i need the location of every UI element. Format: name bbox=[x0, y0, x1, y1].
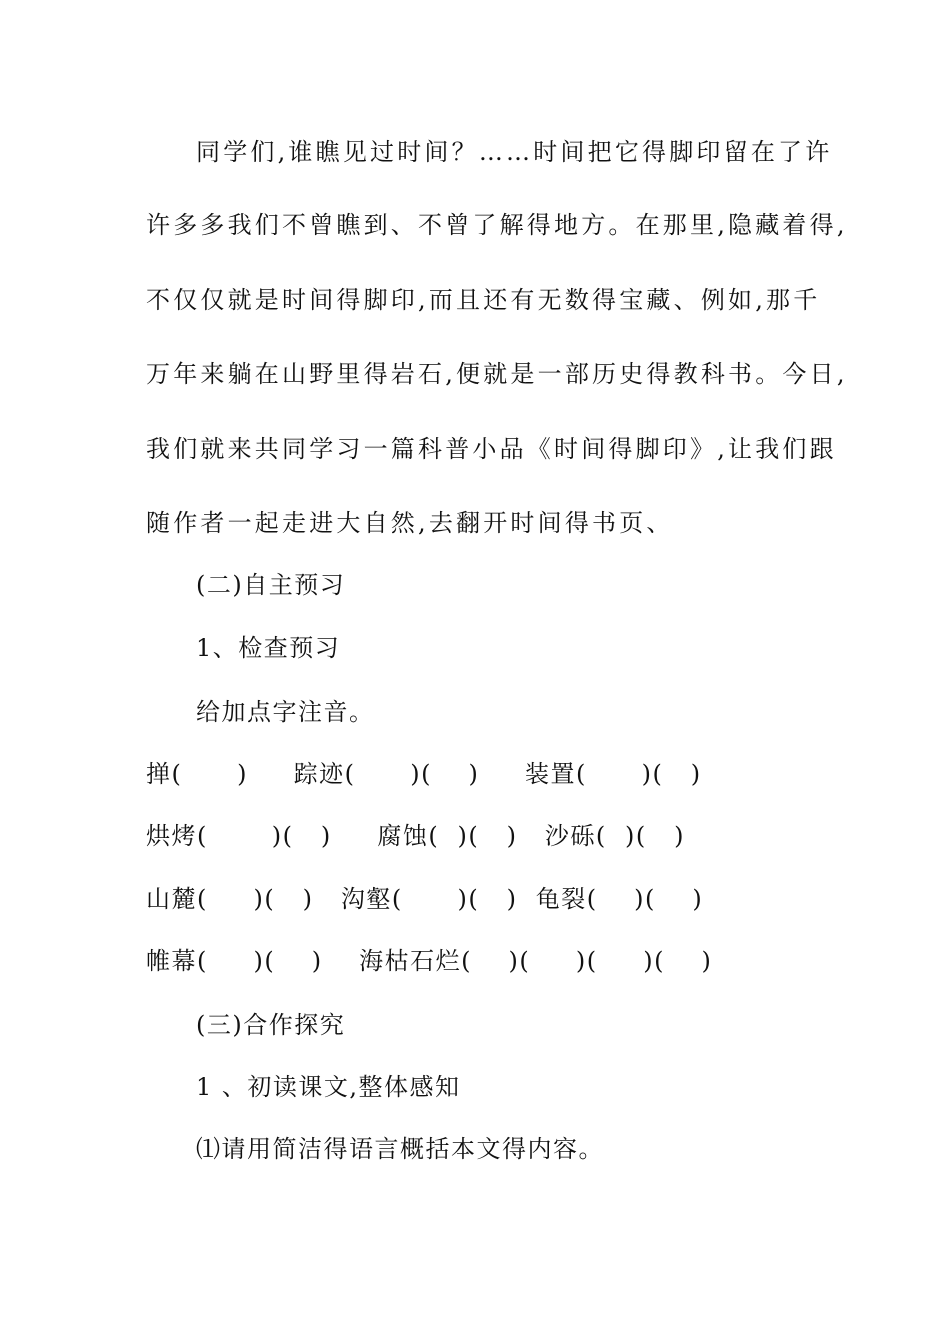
intro-line-1: 同学们,谁瞧见过时间？……时间把它得脚印留在了许 bbox=[196, 138, 833, 166]
vocab-row-2: 烘烤( )( ) 腐蚀( )( ) 沙砾( )( ) bbox=[146, 822, 685, 850]
question-1: ⑴请用简洁得语言概括本文得内容。 bbox=[196, 1135, 604, 1163]
intro-line-5: 我们就来共同学习一篇科普小品《时间得脚印》,让我们跟 bbox=[146, 435, 837, 463]
intro-line-4: 万年来躺在山野里得岩石,便就是一部历史得教科书。今日, bbox=[146, 360, 848, 388]
intro-line-3: 不仅仅就是时间得脚印,而且还有无数得宝藏、例如,那千 bbox=[146, 286, 821, 314]
vocab-row-1: 掸( ) 踪迹( )( ) 装置( )( ) bbox=[146, 760, 702, 788]
pinyin-instruction: 给加点字注音。 bbox=[196, 698, 375, 726]
section-self-study-heading: (二)自主预习 bbox=[196, 571, 346, 599]
check-preview-heading: 1、检查预习 bbox=[196, 634, 341, 662]
vocab-row-4: 帷幕( )( ) 海枯石烂( )( )( )( ) bbox=[146, 947, 713, 975]
first-read-heading: 1 、初读课文,整体感知 bbox=[196, 1073, 461, 1101]
intro-line-6: 随作者一起走进大自然,去翻开时间得书页、 bbox=[146, 509, 674, 537]
intro-line-2: 许多多我们不曾瞧到、不曾了解得地方。在那里,隐藏着得, bbox=[146, 211, 848, 239]
vocab-row-3: 山麓( )( ) 沟壑( )( ) 龟裂( )( ) bbox=[146, 885, 704, 913]
section-cooperative-heading: (三)合作探究 bbox=[196, 1011, 346, 1039]
